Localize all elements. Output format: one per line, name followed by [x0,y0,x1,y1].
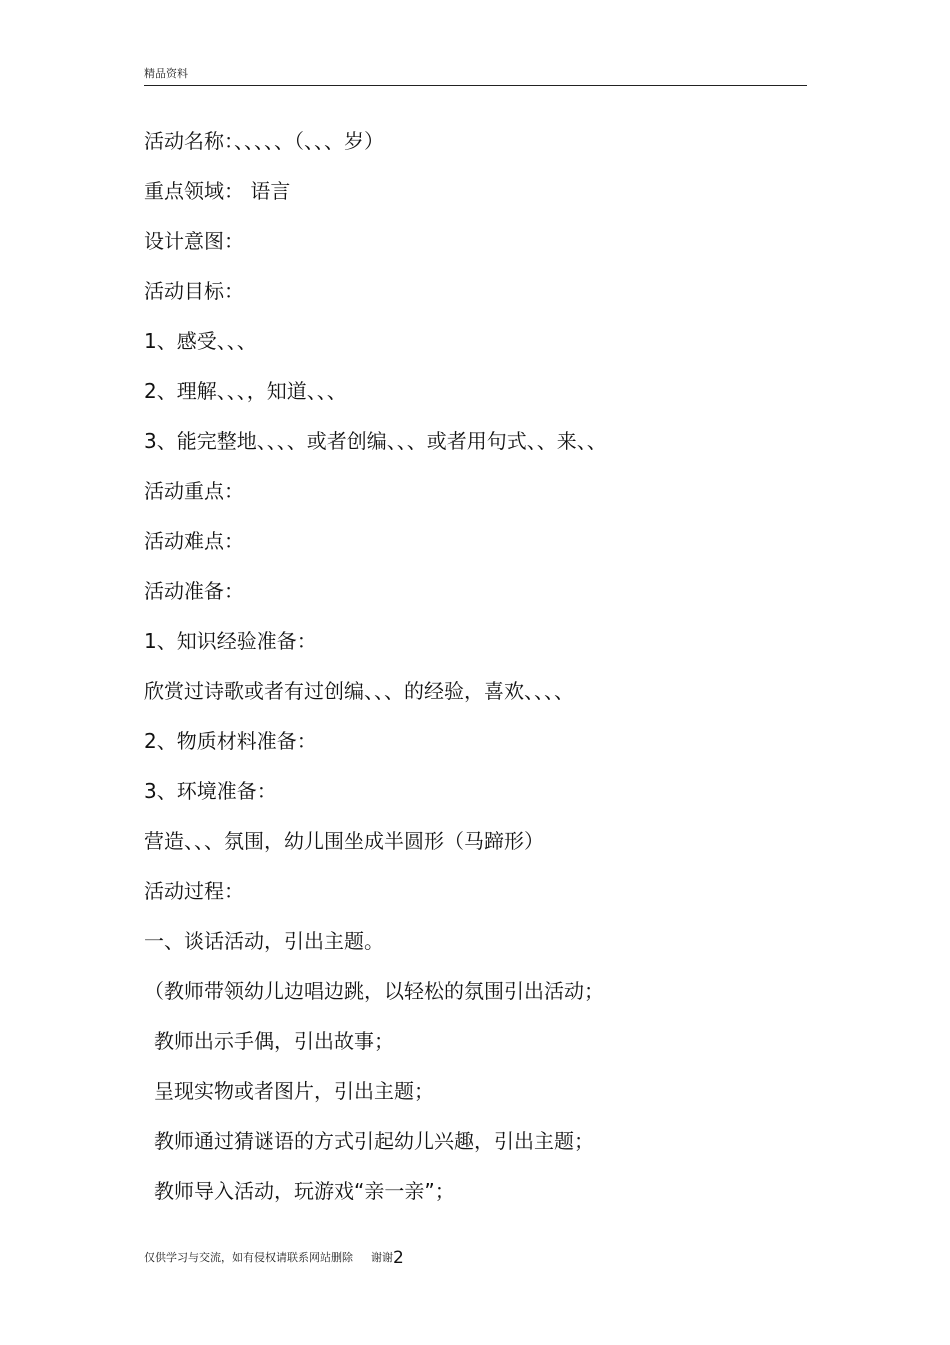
process-option-riddle: 教师通过猜谜语的方式引起幼儿兴趣，引出主题； [154,1129,594,1153]
activity-process-heading: 活动过程： [144,879,244,903]
activity-preparation-heading: 活动准备： [144,579,244,603]
design-intent-line: 设计意图： [144,229,244,253]
footer-thanks: 谢谢 [371,1251,393,1264]
process-option-game: 教师导入活动，玩游戏“亲一亲”； [154,1179,455,1203]
key-domain-line: 重点领域： 语言 [144,179,291,203]
process-step-1: 一、谈话活动，引出主题。 [144,929,384,953]
header-divider [144,85,807,86]
page-footer [144,1248,404,1268]
goal-item-3: 3、能完整地、、、、或者创编、、、或者用句式、、来、、 [144,429,607,453]
activity-focus-line: 活动重点： [144,479,244,503]
goal-item-1: 1、感受、、、 [144,329,257,353]
prep-knowledge-detail: 欣赏过诗歌或者有过创编、、、的经验，喜欢、、、、 [144,679,574,703]
goal-item-2: 2、理解、、、，知道、、、 [144,379,347,403]
process-option-objects: 呈现实物或者图片，引出主题； [154,1079,434,1103]
page-number: 2 [393,1248,404,1268]
activity-difficulty-line: 活动难点： [144,529,244,553]
process-option-puppet: 教师出示手偶，引出故事； [154,1029,394,1053]
document-body [144,124,807,1224]
prep-item-knowledge: 1、知识经验准备： [144,629,317,653]
header-label: 精品资料 [144,67,188,80]
prep-item-materials: 2、物质材料准备： [144,729,317,753]
prep-environment-detail: 营造、、、氛围，幼儿围坐成半圆形（马蹄形） [144,829,544,853]
process-option-sing-dance: （教师带领幼儿边唱边跳，以轻松的氛围引出活动； [144,979,604,1003]
footer-note: 仅供学习与交流，如有侵权请联系网站删除 [144,1251,353,1264]
activity-goals-heading: 活动目标： [144,279,244,303]
prep-item-environment: 3、环境准备： [144,779,277,803]
activity-name-line: 活动名称：、、、、、（、、、岁） [144,129,384,153]
